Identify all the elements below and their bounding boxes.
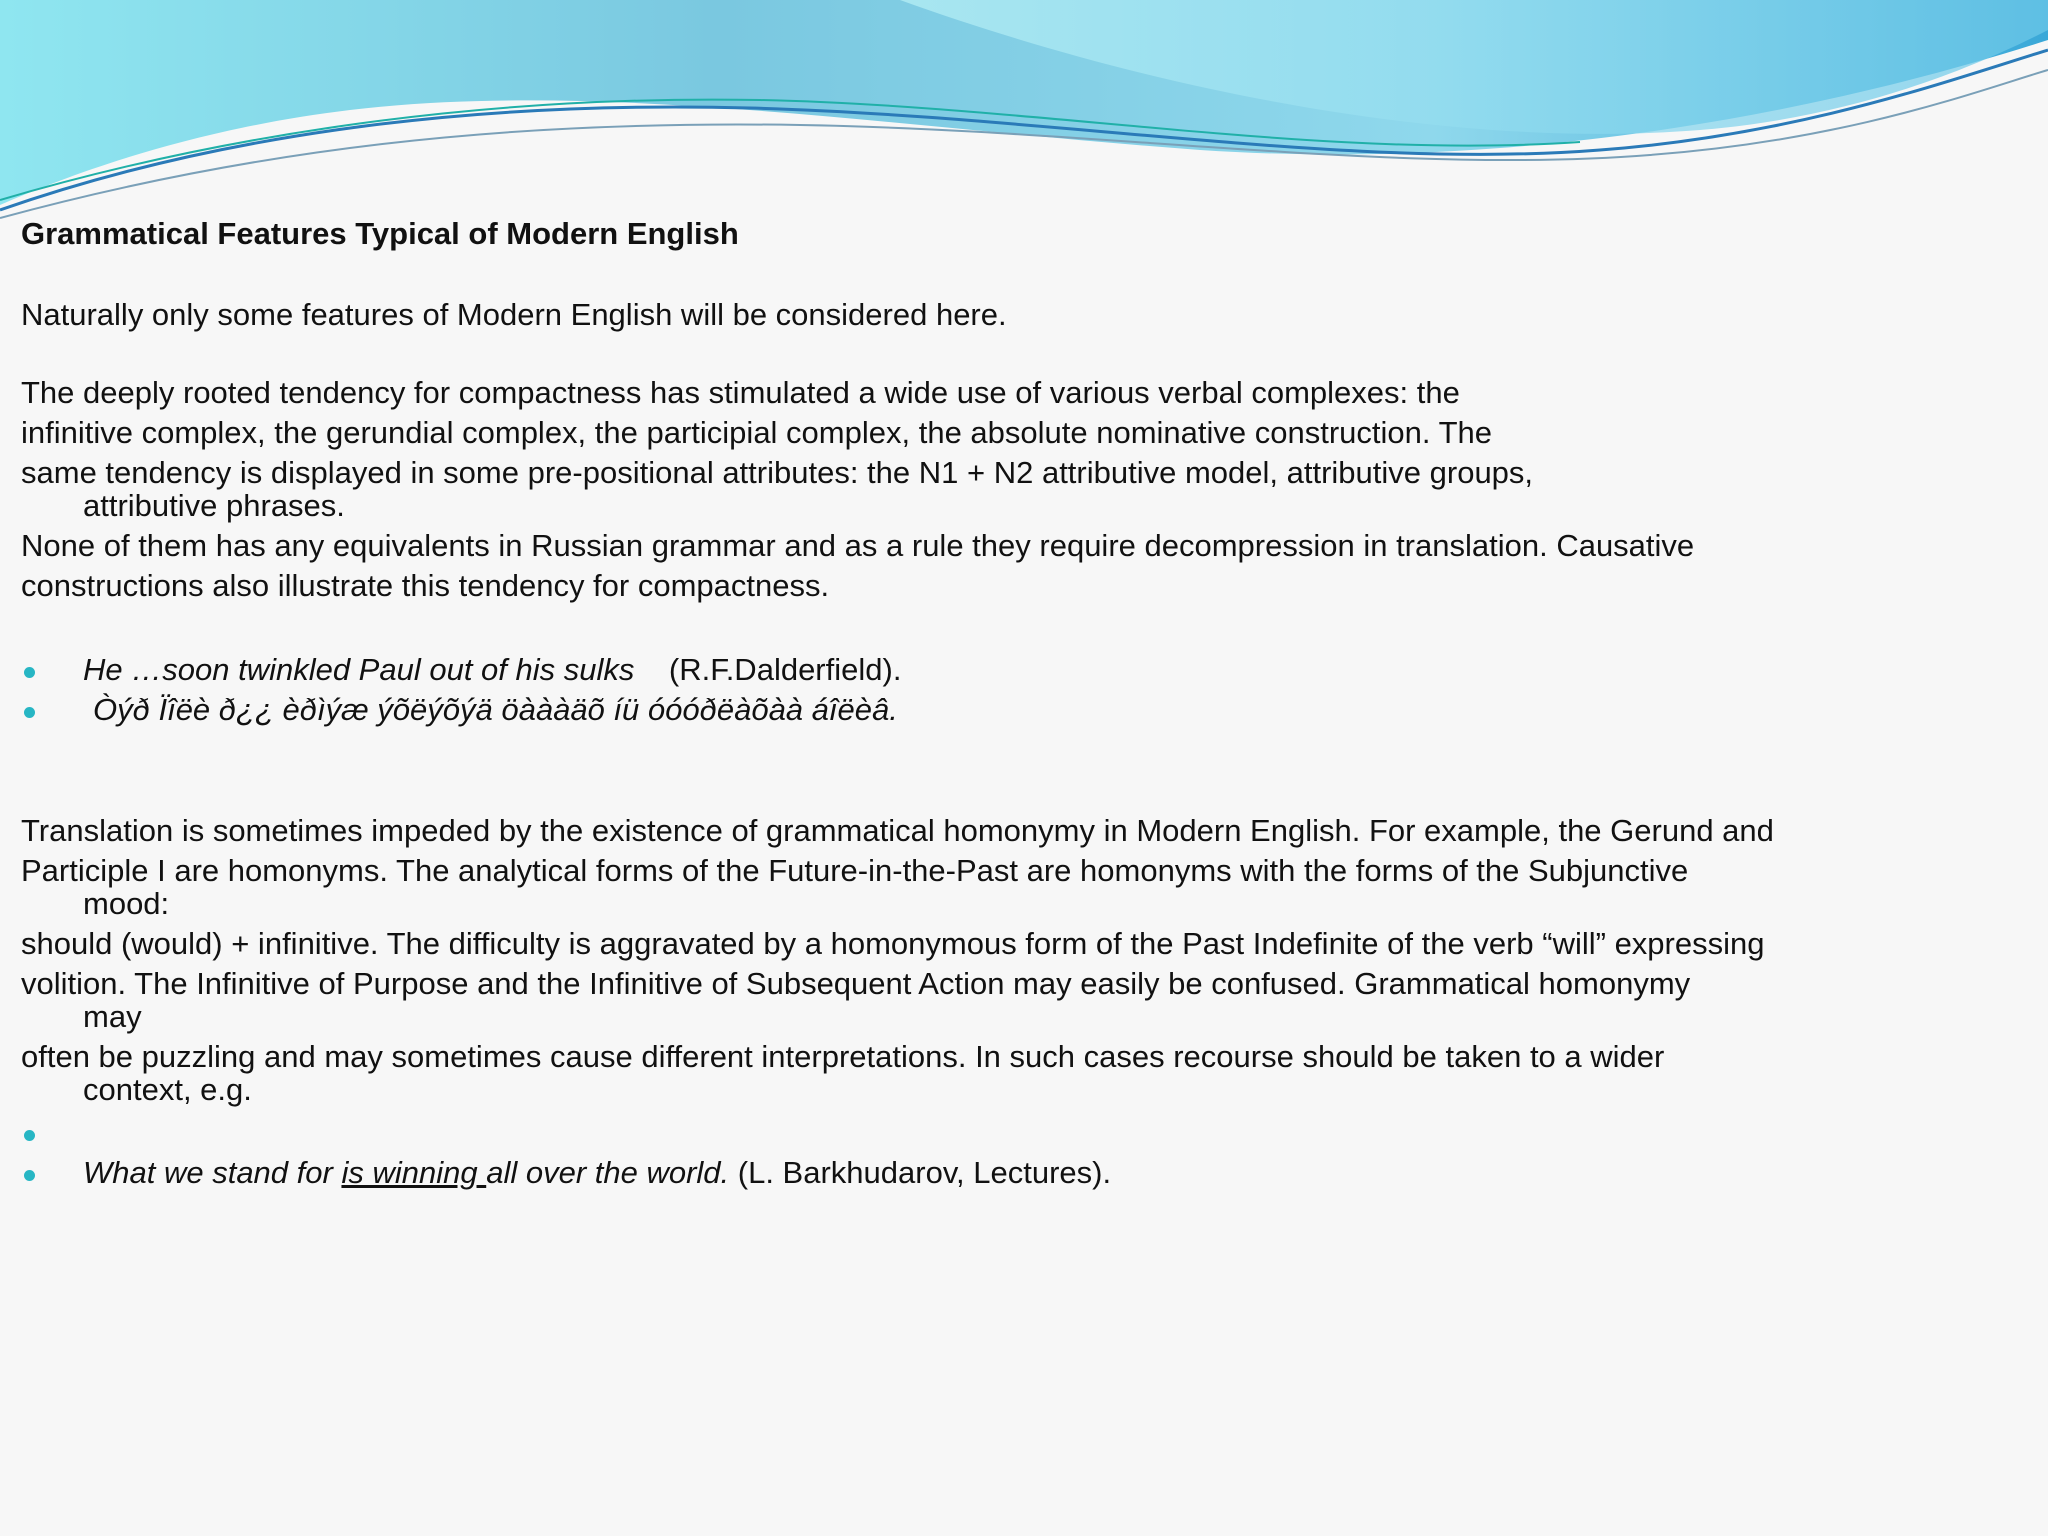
paragraph-line: same tendency is displayed in some pre-positional attributes: the N1 + N2 attributive model, attributive groups, attributive phrases. bbox=[21, 455, 1534, 523]
bullet-icon bbox=[24, 707, 35, 718]
example-text-end: all over the world. bbox=[486, 1155, 730, 1190]
slide-title: Grammatical Features Typical of Modern English bbox=[21, 216, 739, 251]
bullet-icon bbox=[24, 1130, 35, 1141]
example-bullet-2 bbox=[21, 690, 1981, 730]
example-text-start: What we stand for bbox=[83, 1155, 342, 1190]
intro-paragraph: Naturally only some features of Modern English will be considered here. bbox=[21, 297, 1007, 332]
paragraph-line: Participle I are homonyms. The analytical forms of the Future-in-the-Past are homonyms with the forms of the Subjunctive mood: bbox=[21, 853, 1689, 921]
bullet-icon bbox=[24, 1170, 35, 1181]
example-source: (R.F.Dalderfield). bbox=[668, 652, 902, 687]
bullet-icon bbox=[24, 667, 35, 678]
example-translation: Òýð Ïîëè ð¿¿ èðìýæ ýõëýõýä öàààäõ íü óóóðëàõàà áîëèâ. bbox=[93, 692, 898, 727]
example-source: (L. Barkhudarov, Lectures). bbox=[729, 1155, 1112, 1190]
paragraph-line: Translation is sometimes impeded by the existence of grammatical homonymy in Modern English. For example, the Gerund and bbox=[21, 813, 1774, 848]
paragraph-line: infinitive complex, the gerundial complex, the participial complex, the absolute nominative construction. The bbox=[21, 415, 1492, 450]
slide-content bbox=[21, 210, 1981, 1193]
compactness-paragraph bbox=[21, 376, 1981, 602]
example-text: He …soon twinkled Paul out of his sulks bbox=[83, 652, 635, 687]
header-wave-decoration bbox=[0, 0, 2048, 230]
paragraph-line: The deeply rooted tendency for compactness has stimulated a wide use of various verbal complexes: the bbox=[21, 375, 1460, 410]
empty-bullet bbox=[21, 1113, 1981, 1153]
homonymy-paragraph bbox=[21, 814, 1981, 1106]
underlined-phrase: is winning bbox=[341, 1155, 487, 1190]
paragraph-line: constructions also illustrate this tendency for compactness. bbox=[21, 568, 830, 603]
paragraph-line: volition. The Infinitive of Purpose and the Infinitive of Subsequent Action may easily be confused. Grammatical homonymy may bbox=[21, 966, 1691, 1034]
paragraph-line: often be puzzling and may sometimes cause different interpretations. In such cases recourse should be taken to a wider context, e.g. bbox=[21, 1039, 1665, 1107]
example-bullet-1 bbox=[21, 650, 1981, 690]
example-gap bbox=[643, 652, 660, 687]
paragraph-line: None of them has any equivalents in Russian grammar and as a rule they require decompression in translation. Causative bbox=[21, 528, 1695, 563]
example-bullet-3 bbox=[21, 1153, 1981, 1193]
paragraph-line: should (would) + infinitive. The difficulty is aggravated by a homonymous form of the Past Indefinite of the verb “will” expressing bbox=[21, 926, 1765, 961]
